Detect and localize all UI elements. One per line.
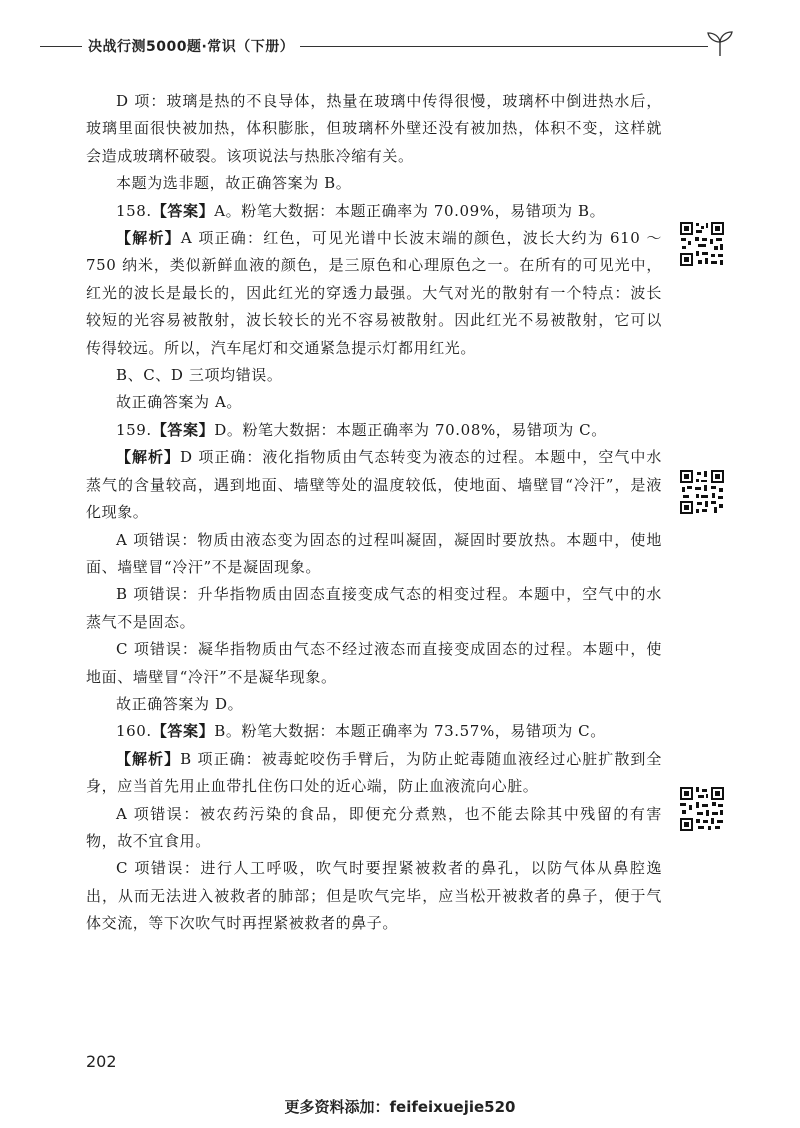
question-number: 158.: [116, 201, 152, 220]
paragraph-158-bcd: B、C、D 三项均错误。: [116, 366, 283, 385]
header-rule-left: [40, 46, 82, 47]
paragraph-160-c: C 项错误：进行人工呼吸，吹气时要捏紧被救者的鼻孔，以防气体从鼻腔逸出，从而无法进入被救者的肺部；但是吹气完毕，应当松开被救者的鼻子，便于气体交流，等下次吹气时再捏紧被救者的鼻子。: [86, 859, 662, 933]
paragraph-159-b: B 项错误：升华指物质由固态直接变成气态的相变过程。本题中，空气中的水蒸气不是固态。: [86, 585, 662, 631]
analysis-tag: 【解析】: [116, 229, 181, 248]
paragraph-158-final: 故正确答案为 A。: [116, 393, 243, 412]
page-header: [0, 28, 800, 68]
sprout-icon: [704, 30, 736, 58]
question-number: 160.: [116, 722, 152, 741]
page-number: 202: [86, 1052, 117, 1071]
qr-code-icon[interactable]: [678, 220, 726, 268]
question-number: 159.: [116, 420, 152, 439]
answer-text: A。粉笔大数据：本题正确率为 70.09%，易错项为 B。: [214, 201, 606, 220]
answer-tag: 【答案】: [151, 201, 215, 220]
answer-text: B。粉笔大数据：本题正确率为 73.57%，易错项为 C。: [214, 722, 606, 741]
qr-code-icon[interactable]: [678, 468, 726, 516]
answer-160: [86, 718, 662, 745]
answer-tag: 【答案】: [151, 722, 215, 741]
answer-159: [86, 417, 662, 444]
paragraph-160-a: A 项错误：被农药污染的食品，即便充分煮熟，也不能去除其中残留的有害物，故不宜食用。: [86, 804, 662, 850]
header-rule-right: [300, 46, 708, 47]
paragraph-d-option: D 项：玻璃是热的不良导体，热量在玻璃中传得很慢，玻璃杯中倒进热水后，玻璃里面很快被加热，体积膨胀，但玻璃杯外壁还没有被加热，体积不变，这样就会造成玻璃杯破裂。该项说法与热胀冷缩有关。: [86, 92, 662, 165]
analysis-tag: 【解析】: [116, 448, 180, 467]
analysis-158: [86, 225, 662, 362]
answer-text: D。粉笔大数据：本题正确率为 70.08%，易错项为 C。: [214, 420, 607, 439]
analysis-160: [86, 746, 662, 801]
analysis-text: B 项正确：被毒蛇咬伤手臂后，为防止蛇毒随血液经过心脏扩散到全身，应当首先用止血带扎住伤口处的近心端，防止血液流向心脏。: [86, 749, 662, 796]
paragraph-159-final: 故正确答案为 D。: [116, 694, 244, 713]
qr-code-icon[interactable]: [678, 785, 726, 833]
page-body: [86, 88, 662, 938]
analysis-text: D 项正确：液化指物质由气态转变为液态的过程。本题中，空气中水蒸气的含量较高，遇到地面、墙壁等处的温度较低，使地面、墙壁冒“冷汗”，是液化现象。: [86, 448, 662, 522]
paragraph-159-c: C 项错误：凝华指物质由气态不经过液态而直接变成固态的过程。本题中，使地面、墙壁冒“冷汗”不是凝华现象。: [86, 640, 662, 686]
running-title: 决战行测5000题·常识（下册）: [88, 39, 295, 55]
answer-tag: 【答案】: [151, 420, 215, 439]
paragraph-159-a: A 项错误：物质由液态变为固态的过程叫凝固，凝固时要放热。本题中，使地面、墙壁冒“冷汗”不是凝固现象。: [86, 530, 662, 576]
answer-158: [86, 198, 662, 225]
footer-note: 更多资料添加：feifeixuejie520: [284, 1098, 516, 1116]
analysis-text: A 项正确：红色，可见光谱中长波末端的颜色，波长大约为 610 ～ 750 纳米，类似新鲜血液的颜色，是三原色和心理原色之一。在所有的可见光中，红光的波长是最长的，因此红光的穿透力最强。大气对光的散射有一个特点：波长较短的光容易被散射，波长较长的光不容易被散射。因此红光不易被散射，它可以传得较远。所以，汽车尾灯和交通紧急提示灯都用红光。: [86, 229, 662, 357]
analysis-159: [86, 444, 662, 526]
paragraph-conclusion-157: 本题为选非题，故正确答案为 B。: [116, 174, 352, 193]
analysis-tag: 【解析】: [116, 749, 181, 768]
